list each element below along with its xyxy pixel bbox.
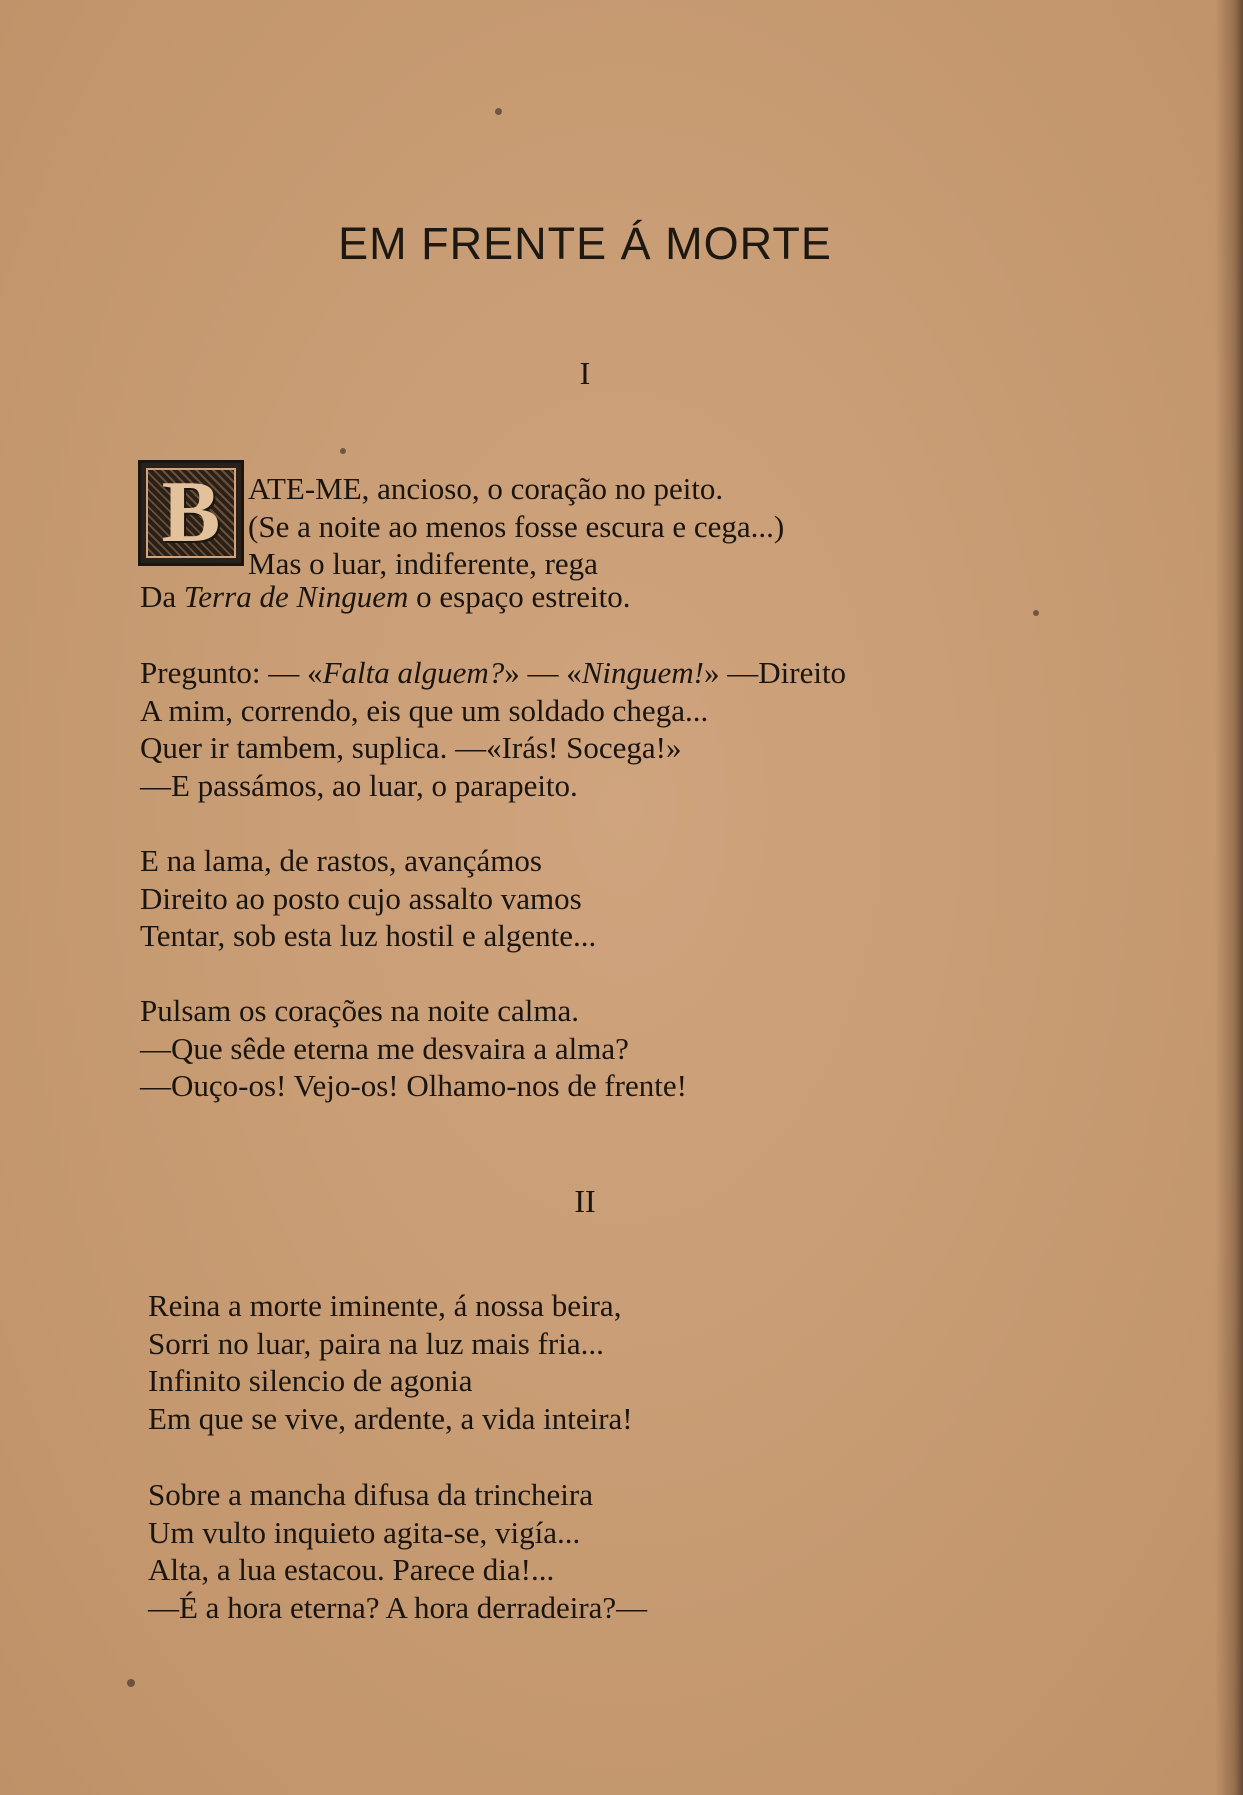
verse-line: —Que sêde eterna me desvaira a alma? bbox=[140, 1030, 629, 1066]
verse-line: Quer ir tambem, suplica. —«Irás! Socega!» bbox=[140, 730, 682, 765]
verse-line: Em que se vive, ardente, a vida inteira! bbox=[148, 1400, 633, 1436]
ink-speck bbox=[127, 1679, 135, 1687]
verse-line: —É a hora eterna? A hora derradeira?— bbox=[148, 1589, 648, 1625]
stanza-3 bbox=[140, 842, 596, 955]
stanza-2 bbox=[140, 654, 846, 804]
verse-text: Pregunto: — « bbox=[140, 655, 323, 690]
verse-line: A mim, correndo, eis que um soldado chega... bbox=[140, 692, 709, 728]
ink-speck bbox=[340, 448, 346, 454]
verse-line: Alta, a lua estacou. Parece dia!... bbox=[148, 1552, 555, 1587]
initial-letter: B bbox=[161, 464, 221, 561]
verse-italic: Falta alguem? bbox=[322, 655, 505, 690]
verse-line: Direito ao posto cujo assalto vamos bbox=[140, 880, 582, 916]
verse-line: Tentar, sob esta luz hostil e algente... bbox=[140, 918, 597, 953]
verse-italic: Ninguem! bbox=[581, 655, 704, 690]
verse-line: (Se a noite ao menos fosse escura e cega...) bbox=[248, 508, 785, 544]
verse-text: » —Direito bbox=[704, 655, 847, 690]
verse-line: Sorri no luar, paira na luz mais fria... bbox=[148, 1325, 604, 1361]
section-number-1: I bbox=[579, 355, 591, 391]
verse-text: o espaço estreito. bbox=[408, 579, 631, 614]
stanza-5 bbox=[148, 1287, 633, 1437]
ink-speck bbox=[1033, 610, 1039, 616]
verse-line: Um vulto inquieto agita-se, vigía... bbox=[148, 1514, 581, 1550]
verse-line: Reina a morte iminente, á nossa beira, bbox=[148, 1288, 622, 1323]
verse-line: ATE-ME, ancioso, o coração no peito. bbox=[248, 471, 724, 506]
poem-title: EM FRENTE Á MORTE bbox=[338, 218, 832, 269]
ink-speck bbox=[495, 108, 502, 115]
stanza-4 bbox=[140, 992, 687, 1105]
verse-line bbox=[140, 578, 630, 616]
verse-line bbox=[140, 654, 846, 692]
initial-ornament bbox=[146, 464, 236, 561]
verse-line: Pulsam os corações na noite calma. bbox=[140, 993, 580, 1028]
verse-line: Infinito silencio de agonia bbox=[148, 1363, 473, 1398]
decorated-initial bbox=[138, 460, 244, 566]
section-number-2: II bbox=[574, 1183, 596, 1219]
verse-italic: Terra de Ninguem bbox=[183, 579, 409, 614]
verse-text: » — « bbox=[504, 655, 582, 690]
verse-line: E na lama, de rastos, avançámos bbox=[140, 843, 542, 878]
verse-line: —Ouço-os! Vejo-os! Olhamo-nos de frente! bbox=[140, 1068, 687, 1103]
page-edge-shadow bbox=[1215, 0, 1243, 1795]
verse-line: Mas o luar, indiferente, rega bbox=[248, 546, 598, 581]
stanza-1-last-line bbox=[140, 578, 630, 616]
verse-line: Sobre a mancha difusa da trincheira bbox=[148, 1477, 594, 1512]
stanza-6 bbox=[148, 1476, 647, 1626]
verse-line: —E passámos, ao luar, o parapeito. bbox=[140, 767, 578, 803]
verse-text: Da bbox=[140, 579, 184, 614]
stanza-1 bbox=[248, 470, 784, 583]
